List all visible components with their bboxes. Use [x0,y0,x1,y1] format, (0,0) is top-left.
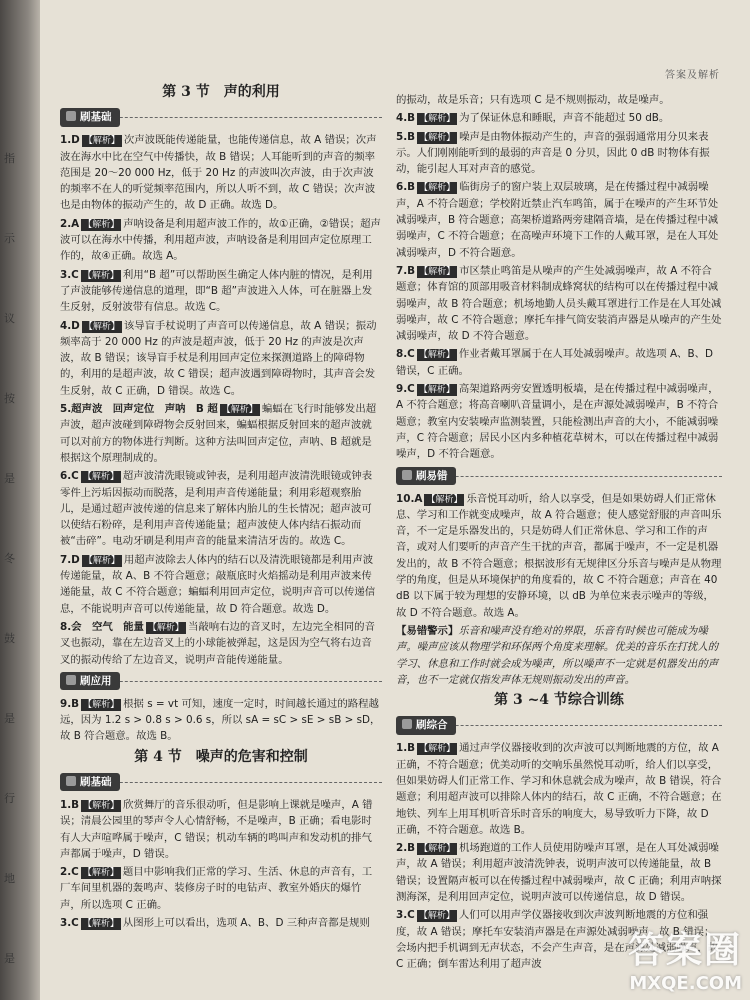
analysis-tag: 【解析】 [82,868,119,879]
analysis-tag: 【解析】 [83,321,120,332]
edge-char: 是 [4,952,15,965]
answer-text: 次声波既能传递能量，也能传递信息，故 A 错误；次声波在海水中比在空气中传播快，故 B 错误；人耳能听到的声音的频率范围是 20～20 000 Hz，低于 20 Hz 的声波叫次声波，由于次声波的频率不在人的听觉频率范围内，所以人听不到，故 C 错误；次声波也是由物体的振动产生的，故 D 正确。故选 D。 [60,134,377,212]
answer-item [60,915,382,931]
analysis-tag: 【解析】 [83,800,120,811]
answer-text: 通过声学仪器接收到的次声波可以判断地震的方位，故 A 正确，不符合题意；优美动听的交响乐虽然悦耳动听，给人们以享受，但如果妨碍人们正常工作、学习和休息就会成为噪声，故 B 错误，符合题意；利用超声波可以排除人体内的结石，故 C 正确，不符合题意；在地铁、列车上用耳机听音乐时音乐的响度大，易导致听力下降，故 D 正确，不符合题意。故选 B。 [396,742,722,836]
analysis-tag: 【解析】 [426,494,463,505]
answer-item [60,318,382,399]
watermark-en: MXQE.COM [629,973,742,994]
right-items [396,110,722,462]
pen-icon [66,776,76,786]
answer-number: 7.D [60,553,80,566]
answer-item [396,491,722,621]
answer-text: 作业者戴耳罩属于在人耳处减弱噪声。故选项 A、B、D 错误，C 正确。 [396,348,713,377]
answer-text: 机场跑道的工作人员使用防噪声耳罩，是在人耳处减弱噪声，故 A 错误；利用超声波清洗钟表，说明声波可以传递能量，故 B 错误；设置隔声板可以在传播过程中减弱噪声，故 C 正确；利用声呐探测海深，是利用回声定位，说明声波可以传递信息，故 D 错误。 [396,842,722,904]
book-spine-edge [0,0,40,1000]
pen-icon [66,111,76,121]
answer-item [60,696,382,745]
banner-basic-2 [60,773,382,791]
answer-item [60,216,382,265]
section-3-4-title: 第 3 ~4 节综合训练 [494,692,624,709]
edge-char: 是 [4,712,15,725]
answer-number: 2.B [396,842,416,855]
answer-number: 6.C [60,470,79,483]
answer-number: 1.B [396,742,416,755]
answer-text: 欣赏舞厅的音乐很动听，但是影响上课就是噪声，A 错误；清晨公园里的琴声令人心情舒畅，不是噪声，B 正确；看电影时有人大声喧哗属于噪声，C 错误；机动车辆的鸣叫声和发动机的排气声都属于噪声，D 错误。 [60,798,373,860]
answer-text: 高架道路两旁安置透明板墙，是在传播过程中减弱噪声，A 不符合题意；将高音喇叭音量调小，是在声源处减弱噪声，B 不符合题意；教室内安装噪声监测装置，只能检测出声音的大小，不能减弱噪声，C 符合题意；居民小区内多种植花草树木，可以在传播过程中减弱噪声，D 不符合题意。 [396,383,719,461]
analysis-tag: 【解析】 [147,622,184,633]
answer-item [60,468,382,549]
answer-item [396,381,722,462]
edge-char: 是 [4,472,15,485]
pen-icon [66,675,76,685]
edge-char: 冬 [4,552,15,565]
analysis-tag: 【解析】 [82,270,119,281]
answer-text: 题目中影响我们正常的学习、生活、休息的声音有，工厂车间里机器的轰鸣声、装修房子时的电钻声、教室外婚庆的爆竹声，所以选项 C 正确。 [60,866,373,911]
edge-char: 示 [4,232,15,245]
answer-item [396,263,722,344]
analysis-tag: 【解析】 [83,699,120,710]
answer-text: 乐音悦耳动听，给人以享受，但是如果妨碍人们正常休息、学习和工作就变成噪声，故 A 符合题意；使人感觉舒服的声音叫乐音，不一定是乐器发出的，只是妨碍人们正常休息、学习和工作的声音，或对人们要听的声音产生干扰的声音，都属于噪声，不一定是机器发出的，故 B 不符合题意；根据波形有无规律区分乐音与噪声是从物理学的角度，但是从环境保护的角度看的，故 C 不符合题意；声音在 40 dB 以下属于较为理想的安静环境，以 dB 为单位来表示噪声的等级，故 D 不符合题意。故选 A。 [396,492,722,619]
answer-text: 为了保证休息和睡眠，声音不能超过 50 dB。 [459,112,670,125]
answer-text: 超声波清洗眼镜或钟表，是利用超声波清洗眼镜或钟表零件上污垢因振动而脱落，是利用声音传递能量；利用彩超观察胎儿，是通过超声波传递的信息来了解体内胎儿的生长情况；超声波可以使结石粉碎，是利用声音传递能量；超声波使人体内结石振动而被“击碎”。电动牙刷是利用声音的能量来清洁牙齿的。故选 C。 [60,470,373,548]
answer-text: 人们可以用声学仪器接收到次声波判断地震的方位和强度，故 A 错误；摩托车安装消声器是在声源处减弱噪声，故 B 错误；会场内把手机调到无声状态，不会产生声音，是在声源处减弱噪声，故 C 正确；倒车雷达利用了超声波 [396,909,719,971]
banner-basic [60,108,382,126]
analysis-tag: 【解析】 [418,350,455,361]
analysis-tag: 【解析】 [83,555,120,566]
banner-label: 刷基础 [80,775,112,788]
answer-number: 7.B [396,264,416,277]
left-items [60,132,382,668]
answer-number: 8.会 空气 能量 [60,620,144,633]
banner-label: 刷综合 [416,719,448,732]
answer-item [60,401,382,466]
answer-item [60,267,382,316]
answer-page [40,0,750,1000]
answer-item [396,179,722,260]
answer-number: 9.B [60,697,80,710]
analysis-tag: 【解析】 [83,136,120,147]
edge-char: 按 [4,392,15,405]
analysis-tag: 【解析】 [418,385,455,396]
answer-text: 声呐设备是利用超声波工作的，故①正确，②错误；超声波可以在海水中传播，利用超声波，声呐设备是利用回声定位原理工作的，故④正确。故选 A。 [60,217,381,263]
analysis-tag: 【解析】 [419,183,456,194]
analysis-tag: 【解析】 [419,266,456,277]
analysis-tag: 【解析】 [221,405,258,416]
answer-item [60,619,382,668]
answer-text: 噪声是由物体振动产生的，声音的强弱通常用分贝来表示。人们刚刚能听到的最弱的声音是 0 分贝，因此 0 dB 时物体有振动，能引起人耳对声音的感觉。 [396,130,710,176]
answer-item [60,864,382,913]
answer-number: 2.A [60,217,80,230]
banner-comprehensive [396,716,722,734]
banner-apply [60,672,382,690]
answer-item [60,552,382,617]
banner-error [396,467,722,485]
section-3-title: 第 3 节 声的利用 [162,84,280,100]
continued-text: 的振动，故是乐音；只有选项 C 是不规则振动，故是噪声。 [396,94,670,106]
answer-item [396,740,722,838]
analysis-tag: 【解析】 [83,219,120,230]
answer-item [396,129,722,178]
watermark-cn: 答案圈 [627,930,742,971]
answer-text: 利用“B 超”可以帮助医生确定人体内脏的情况，是利用了声波能够传递信息的道理，即“B 超”声波进入人体，可在脏器上发生反射，反射波带有信息。故选 C。 [60,268,373,314]
right-column [396,92,722,975]
edge-char: 鼓 [4,632,15,645]
answer-number: 1.D [60,134,80,147]
answer-text: 临街房子的窗户装上双层玻璃，是在传播过程中减弱噪声，A 不符合题意；学校附近禁止汽车鸣笛，属于在噪声的产生环节处减弱噪声，B 符合题意；高架桥道路两旁建隔音墙，是在传播过程中减弱噪声，C 不符合题意；在高噪声环境下工作的人戴耳罩，是在人耳处减弱噪声，D 不符合题意。 [396,181,719,259]
error-warning [396,623,722,688]
answer-number: 9.C [396,383,415,396]
page-header: 答案及解析 [665,70,720,81]
pen-icon [402,719,412,729]
answer-text: 市区禁止鸣笛是从噪声的产生处减弱噪声，故 A 不符合题意；体育馆的顶部用吸音材料制成蜂窝状的结构可以在传播过程中减弱噪声，故 B 符合题意；机场地勤人员头戴耳罩进行工作是在人耳处减弱噪声，故 C 不符合题意；摩托车排气筒安装消声器是从噪声的产生处减弱噪声，故 D 不符合题意。 [396,264,722,343]
answer-text: 从图形上可以看出，选项 A、B、D 三种声音都是规则 [122,917,370,930]
answer-text: 当敲响右边的音叉时，左边完全相同的音叉也振动，靠在左边音叉上的小球能被弹起，这是因为空气将右边音叉的振动传给了左边音叉，说明声音能传递能量。 [60,620,375,666]
answer-number: 4.D [60,319,80,332]
analysis-tag: 【解析】 [419,744,456,755]
answer-number: 2.C [60,866,79,879]
analysis-tag: 【解析】 [82,919,119,930]
answer-number: 3.C [396,909,415,922]
left-items-section4 [60,797,382,931]
answer-item [396,346,722,379]
answer-item [396,110,722,126]
answer-text: 用超声波除去人体内的结石以及清洗眼镜都是利用声波传递能量，故 A、B 不符合题意；敲瓶底时火焰摇动是利用声波来传递能量，故 C 不符合题意；蝙蝠利用回声定位，说明声音可以传递信息，不能说明声音可以传递能量，故 D 符合题意。故选 D。 [60,553,376,615]
analysis-tag: 【解析】 [419,132,456,143]
answer-number: 5.超声波 回声定位 声呐 B 超 [60,403,218,416]
warning-label: 【易错警示】 [396,624,459,637]
answer-number: 10.A [396,492,423,505]
warning-text: 乐音和噪声没有绝对的界限，乐音有时候也可能成为噪声。噪声应该从物理学和环保两个角度来理解。优美的音乐在打扰人的学习、休息和工作时就会成为噪声，所以噪声不一定就是机器发出的声音，也不一定就仅指发声体无规则振动发出的声音。 [396,624,719,686]
answer-number: 5.B [396,130,416,143]
left-column [60,80,382,933]
answer-number: 1.B [60,798,80,811]
answer-item [60,797,382,862]
watermark [628,922,742,994]
analysis-tag: 【解析】 [82,472,119,483]
banner-label: 刷基础 [80,111,112,124]
edge-char: 指 [4,152,15,165]
answer-text: 该导盲手杖说明了声音可以传递信息，故 A 错误；振动频率高于 20 000 Hz 的声波是超声波，低于 20 Hz 的声波是次声波，故 B 错误；该导盲手杖是利用回声定位来探测道路上的障碍物的，利用的是超声波，故 C 错误；超声波遇到障碍物时，其声音会发生反射，故 C 正确，D 错误。故选 C。 [60,319,377,397]
analysis-tag: 【解析】 [419,844,456,855]
answer-number: 4.B [396,112,416,125]
pen-icon [402,470,412,480]
edge-char: 行 [4,792,15,805]
edge-char: 议 [4,312,15,325]
banner-label: 刷应用 [80,674,112,687]
edge-char: 地 [4,872,15,885]
answer-item [396,840,722,905]
answer-text: 蝙蝠在飞行时能够发出超声波，超声波碰到障碍物会反射回来，蝙蝠根据反射回来的超声波就可以对前方的物体进行判断。这种方法叫回声定位，声呐、B 超就是根据这个原理制成的。 [60,403,377,464]
answer-number: 8.C [396,348,415,361]
banner-label: 刷易错 [416,469,448,482]
analysis-tag: 【解析】 [419,114,456,125]
answer-number: 3.C [60,268,79,281]
answer-item [60,132,382,213]
section-4-title: 第 4 节 噪声的危害和控制 [134,748,308,765]
analysis-tag: 【解析】 [418,911,455,922]
answer-number: 3.C [60,917,79,930]
answer-number: 6.B [396,181,416,194]
answer-text: 根据 s = vt 可知，速度一定时，时间越长通过的路程越远，因为 1.2 s > 0.8 s > 0.6 s，所以 sA = sC > sE > sB > sD，故 B 符合题意。故选 B。 [60,697,381,743]
